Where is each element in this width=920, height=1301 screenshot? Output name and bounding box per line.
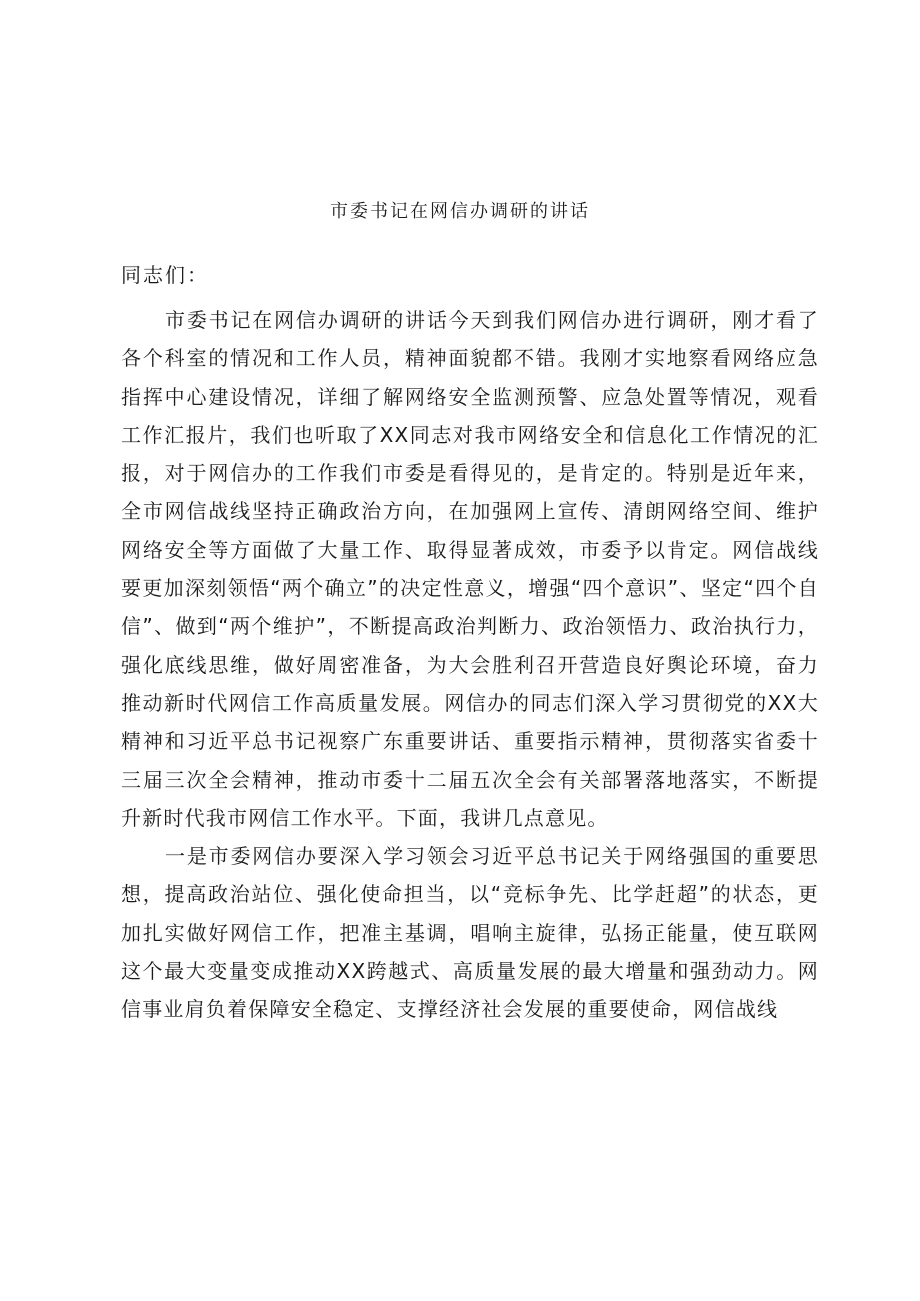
body-paragraph-2: 一是市委网信办要深入学习领会习近平总书记关于网络强国的重要思想，提高政治站位、强化使命担当，以“竞标争先、比学赶超”的状态，更加扎实做好网信工作，把准主基调，唱响主旋律，弘扬正能量，使互联网这个最大变量变成推动XX跨越式、高质量发展的最大增量和强劲动力。网信事业肩负着保障安全稳定、支撑经济社会发展的重要使命，网信战线 xyxy=(121,844,819,1022)
salutation: 同志们： xyxy=(121,263,209,287)
body-paragraph-1: 市委书记在网信办调研的讲话今天到我们网信办进行调研，刚才看了各个科室的情况和工作人员，精神面貌都不错。我刚才实地察看网络应急指挥中心建设情况，详细了解网络安全监测预警、应急处置等情况，观看工作汇报片，我们也听取了XX同志对我市网络安全和信息化工作情况的汇报，对于网信办的工作我们市委是看得见的，是肯定的。特别是近年来，全市网信战线坚持正确政治方向，在加强网上宣传、清朗网络空间、维护网络安全等方面做了大量工作、取得显著成效，市委予以肯定。网信战线要更加深刻领悟“两个确立”的决定性意义，增强“四个意识”、坚定“四个自信”、做到“两个维护”，不断提高政治判断力、政治领悟力、政治执行力，强化底线思维，做好周密准备，为大会胜利召开营造良好舆论环境，奋力推动新时代网信工作高质量发展。网信办的同志们深入学习贯彻党的XX大精神和习近平总书记视察广东重要讲话、重要指示精神，贯彻落实省委十三届三次全会精神，推动市委十二届五次全会有关部署落地落实，不断提升新时代我市网信工作水平。下面，我讲几点意见。 xyxy=(121,308,819,830)
document-title: 市委书记在网信办调研的讲话 xyxy=(330,201,590,222)
document-body xyxy=(121,301,819,1029)
